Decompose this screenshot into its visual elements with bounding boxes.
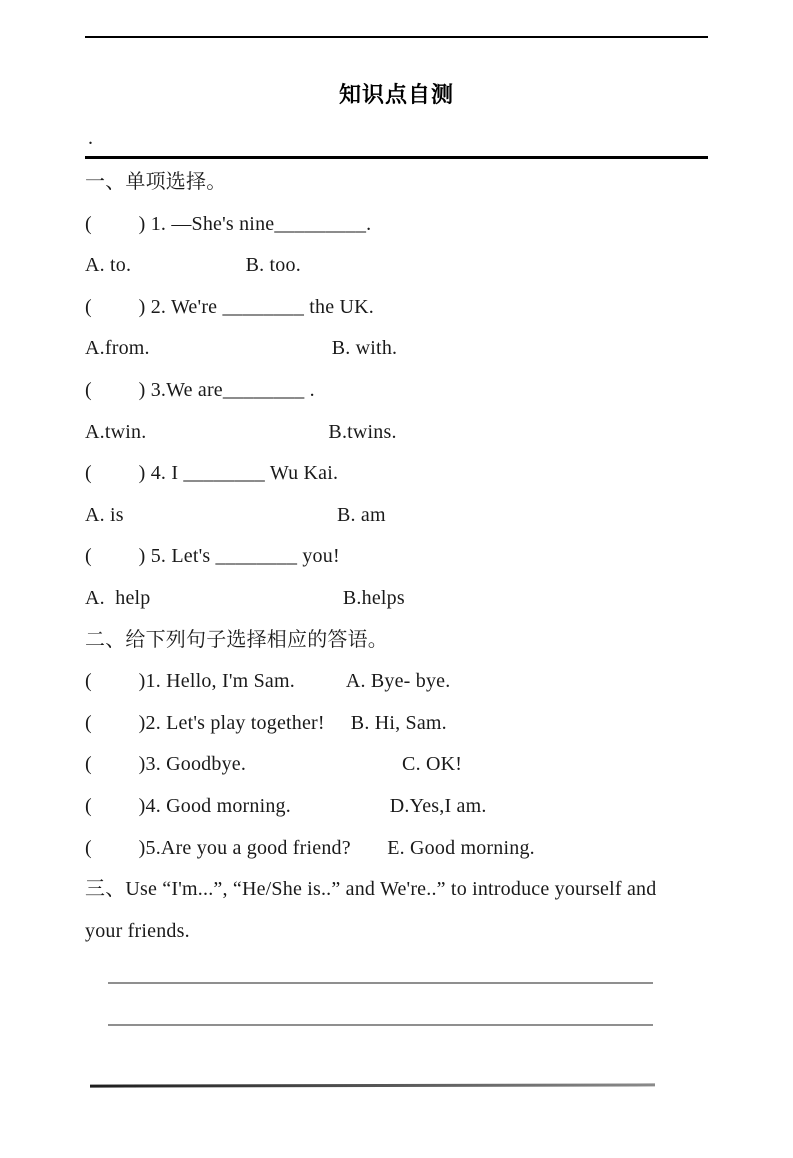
- answer-blank-line-1: [108, 982, 653, 984]
- section2-match-4: ( )4. Good morning. D.Yes,I am.: [85, 794, 487, 817]
- page-title: 知识点自测: [338, 82, 454, 107]
- section1-question-3-options: A.twin. B.twins.: [85, 420, 397, 443]
- section1-question-2-options: A.from. B. with.: [85, 337, 398, 360]
- section1-question-1: ( ) 1. —She's nine_________.: [85, 212, 372, 235]
- section1-question-3: ( ) 3.We are________ .: [85, 378, 315, 401]
- section3-heading-line-1: 三、Use “I'm...”, “He/She is..” and We're..” to introduce yourself and: [85, 878, 657, 901]
- section2-match-3: ( )3. Goodbye. C. OK!: [85, 753, 463, 776]
- section2-heading: 二、给下列句子选择相应的答语。: [85, 628, 388, 651]
- stray-period-mark: .: [88, 127, 93, 149]
- section2-match-2: ( )2. Let's play together! B. Hi, Sam.: [85, 711, 447, 734]
- worksheet-body: [85, 162, 708, 952]
- section1-question-5-options: A. help B.helps: [85, 586, 405, 609]
- bottom-rule: [90, 1083, 655, 1087]
- section1-question-1-options: A. to. B. too.: [85, 254, 301, 277]
- writing-area: [85, 982, 708, 1026]
- section1-question-4: ( ) 4. I ________ Wu Kai.: [85, 462, 339, 485]
- section1-question-2: ( ) 2. We're ________ the UK.: [85, 295, 374, 318]
- header-divider-rule: [85, 156, 708, 159]
- section1-question-5: ( ) 5. Let's ________ you!: [85, 545, 340, 568]
- answer-blank-line-2: [108, 1024, 653, 1026]
- top-rule: [85, 36, 708, 38]
- worksheet-page: [85, 36, 708, 1086]
- section2-match-1: ( )1. Hello, I'm Sam. A. Bye- bye.: [85, 670, 451, 693]
- section1-heading: 一、单项选择。: [85, 171, 227, 193]
- section2-match-5: ( )5.Are you a good friend? E. Good morning.: [85, 836, 535, 859]
- section1-question-4-options: A. is B. am: [85, 503, 386, 526]
- section3-heading-line-2: your friends.: [85, 919, 190, 942]
